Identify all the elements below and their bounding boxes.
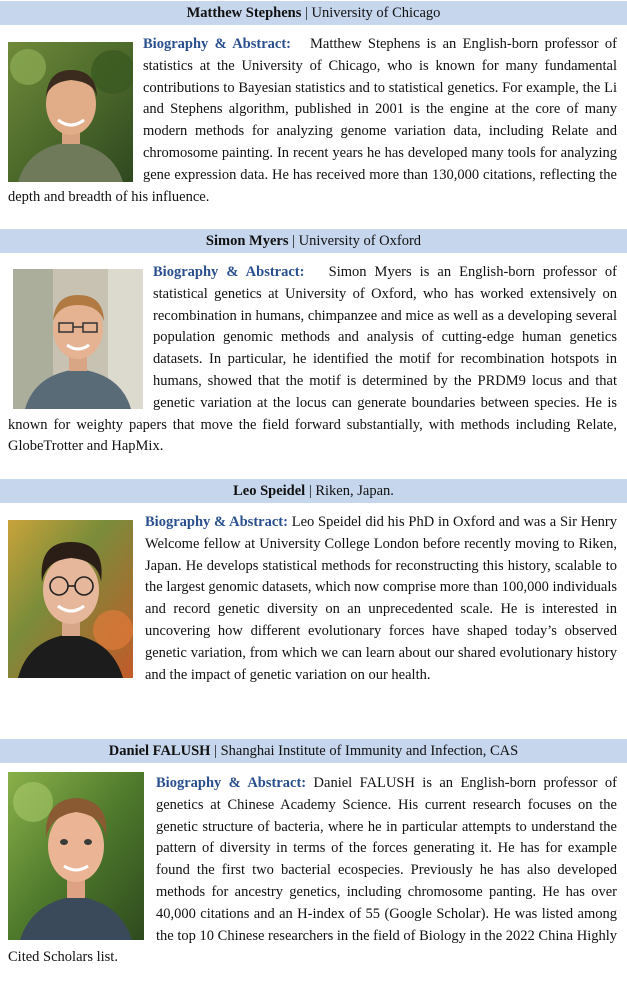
profile-bio <box>8 773 617 969</box>
profile-affiliation: Shanghai Institute of Immunity and Infection, CAS <box>220 743 519 759</box>
profile-header <box>0 229 627 253</box>
bio-label: Biography & Abstract: <box>145 514 288 530</box>
header-separator: | <box>305 483 316 499</box>
bio-text: Simon Myers is an English-born professor of statistical genetics at University of Oxford, who has worked extensively on recombination in humans, chimpanzee and mice as well as a developing several population genomic methods and analysis of cutting-edge human genetics datasets. In particular, he identified the motif for recombination hotspots in humans, showed that the motif is determined by the PRDM9 locus and that genetic variation at the locus can generate boundaries between species. He is known for weighty papers that move the field forward substantially, with methods including Relate, GlobeTrotter and HapMix. <box>8 264 617 455</box>
header-separator: | <box>288 233 299 249</box>
profile-name: Simon Myers <box>205 233 289 249</box>
bio-text: Matthew Stephens is an English-born professor of statistics at the University of Chicago, who is known for many fundamental contributions to Bayesian statistics and to statistical genetics. For example, the Li and Stephens algorithm, published in 2001 is the engine at the core of many modern methods for analyzing genome variation data, including Relate and chromosome painting. In recent years he has developed many tools for analyzing gene expression data. He has received more than 130,000 citations, reflecting the depth and breadth of his influence. <box>8 36 617 205</box>
profile-header <box>0 1 627 25</box>
profile-header <box>0 739 627 763</box>
bio-text: Daniel FALUSH is an English-born professor of genetics at Chinese Academy Science. His current research focuses on the genetic structure of bacteria, where he in particular attempts to understand the pattern of diversity in terms of the forces generating it. He has for example found the first two bacterial ecospecies. Previously he has also developed methods for ancestry genetics, including chromosome panting. He has over 40,000 citations and an H-index of 55 (Google Scholar). He was listed among the top 10 Chinese researchers in the field of Biology in the 2022 China Highly Cited Scholars list. <box>8 775 617 966</box>
profile-name: Matthew Stephens <box>186 5 302 21</box>
profile-affiliation: University of Oxford <box>298 233 422 249</box>
header-separator: | <box>301 5 312 21</box>
profile-name: Daniel FALUSH <box>108 743 211 759</box>
profile-affiliation: University of Chicago <box>311 5 441 21</box>
profile-header <box>0 479 627 503</box>
profile-name: Leo Speidel <box>233 483 306 499</box>
bio-label: Biography & Abstract: <box>156 775 307 791</box>
profile-affiliation: Riken, Japan. <box>315 483 394 499</box>
header-separator: | <box>210 743 221 759</box>
bio-label: Biography & Abstract: <box>153 264 305 280</box>
bio-text: Leo Speidel did his PhD in Oxford and was a Sir Henry Welcome fellow at University College London before recently moving to Riken, Japan. He develops statistical methods for reconstructing this history, scalable to the largest genomic datasets, which now comprise more than 100,000 individuals and record genetic diversity on an unprecedented scale. He is interested in uncovering how different evolutionary forces have shaped today’s observed genetic variation, from which we can learn about our shared evolutionary history and the impact of genetic variation on our health. <box>145 514 617 683</box>
profile-bio <box>8 512 617 686</box>
profile-bio <box>8 34 617 208</box>
profile-bio <box>8 262 617 458</box>
bio-label: Biography & Abstract: <box>143 36 291 52</box>
